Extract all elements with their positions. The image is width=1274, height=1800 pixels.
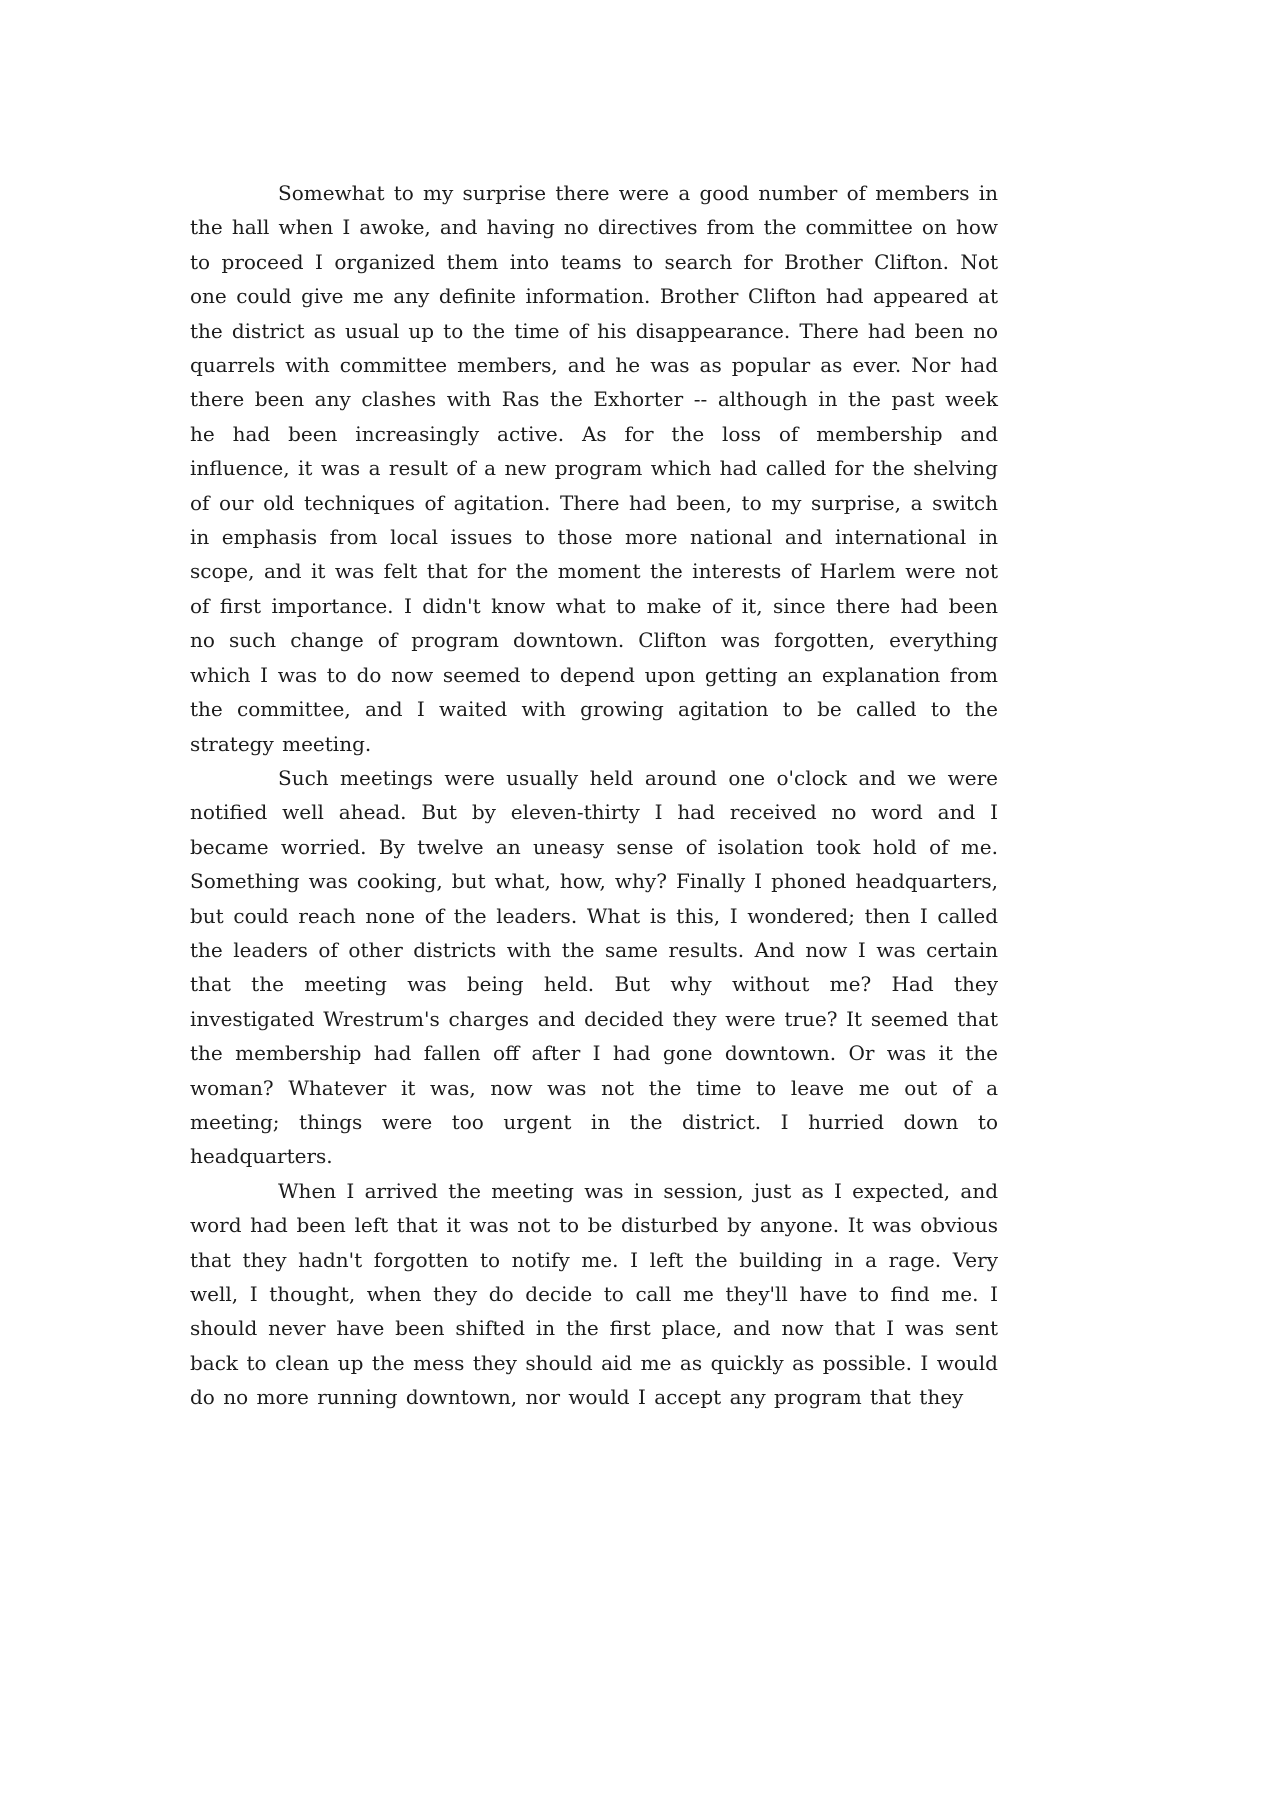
paragraph-3: When I arrived the meeting was in session, just as I expected, and word had been left that it was not to be disturbed by anyone. It was obvious that they hadn't forgotten to notify me. I left the building in a rage. Very well, I thought, when they do decide to call me they'll have to find me. I should never have been shifted in the first place, and now that I was sent back to clean up the mess they should aid me as quickly as possible. I would do no more running downtown, nor would I accept any program that they bbox=[190, 1178, 998, 1410]
paragraph-2: Such meetings were usually held around one o'clock and we were notified well ahead. But by eleven-thirty I had received no word and I became worried. By twelve an uneasy sense of isolation took hold of me. Something was cooking, but what, how, why? Finally I phoned headquarters, but could reach none of the leaders. What is this, I wondered; then I called the leaders of other districts with the same results. And now I was certain that the meeting was being held. But why without me? Had they investigated Wrestrum's charges and decided they were true? It seemed that the membership had fallen off after I had gone downtown. Or was it the woman? Whatever it was, now was not the time to leave me out of a meeting; things were too urgent in the district. I hurried down to headquarters. bbox=[190, 765, 998, 1169]
paragraph-1: Somewhat to my surprise there were a good number of members in the hall when I awoke, and having no directives from the committee on how to proceed I organized them into teams to search for Brother Clifton. Not one could give me any definite information. Brother Clifton had appeared at the district as usual up to the time of his disappearance. There had been no quarrels with committee members, and he was as popular as ever. Nor had there been any clashes with Ras the Exhorter -- although in the past week he had been increasingly active. As for the loss of membership and influence, it was a result of a new program which had called for the shelving of our old techniques of agitation. There had been, to my surprise, a switch in emphasis from local issues to those more national and international in scope, and it was felt that for the moment the interests of Harlem were not of first importance. I didn't know what to make of it, since there had been no such change of program downtown. Clifton was forgotten, everything which I was to do now seemed to depend upon getting an explanation from the committee, and I waited with growing agitation to be called to the strategy meeting. bbox=[190, 181, 998, 756]
page-text-block bbox=[190, 176, 998, 1415]
